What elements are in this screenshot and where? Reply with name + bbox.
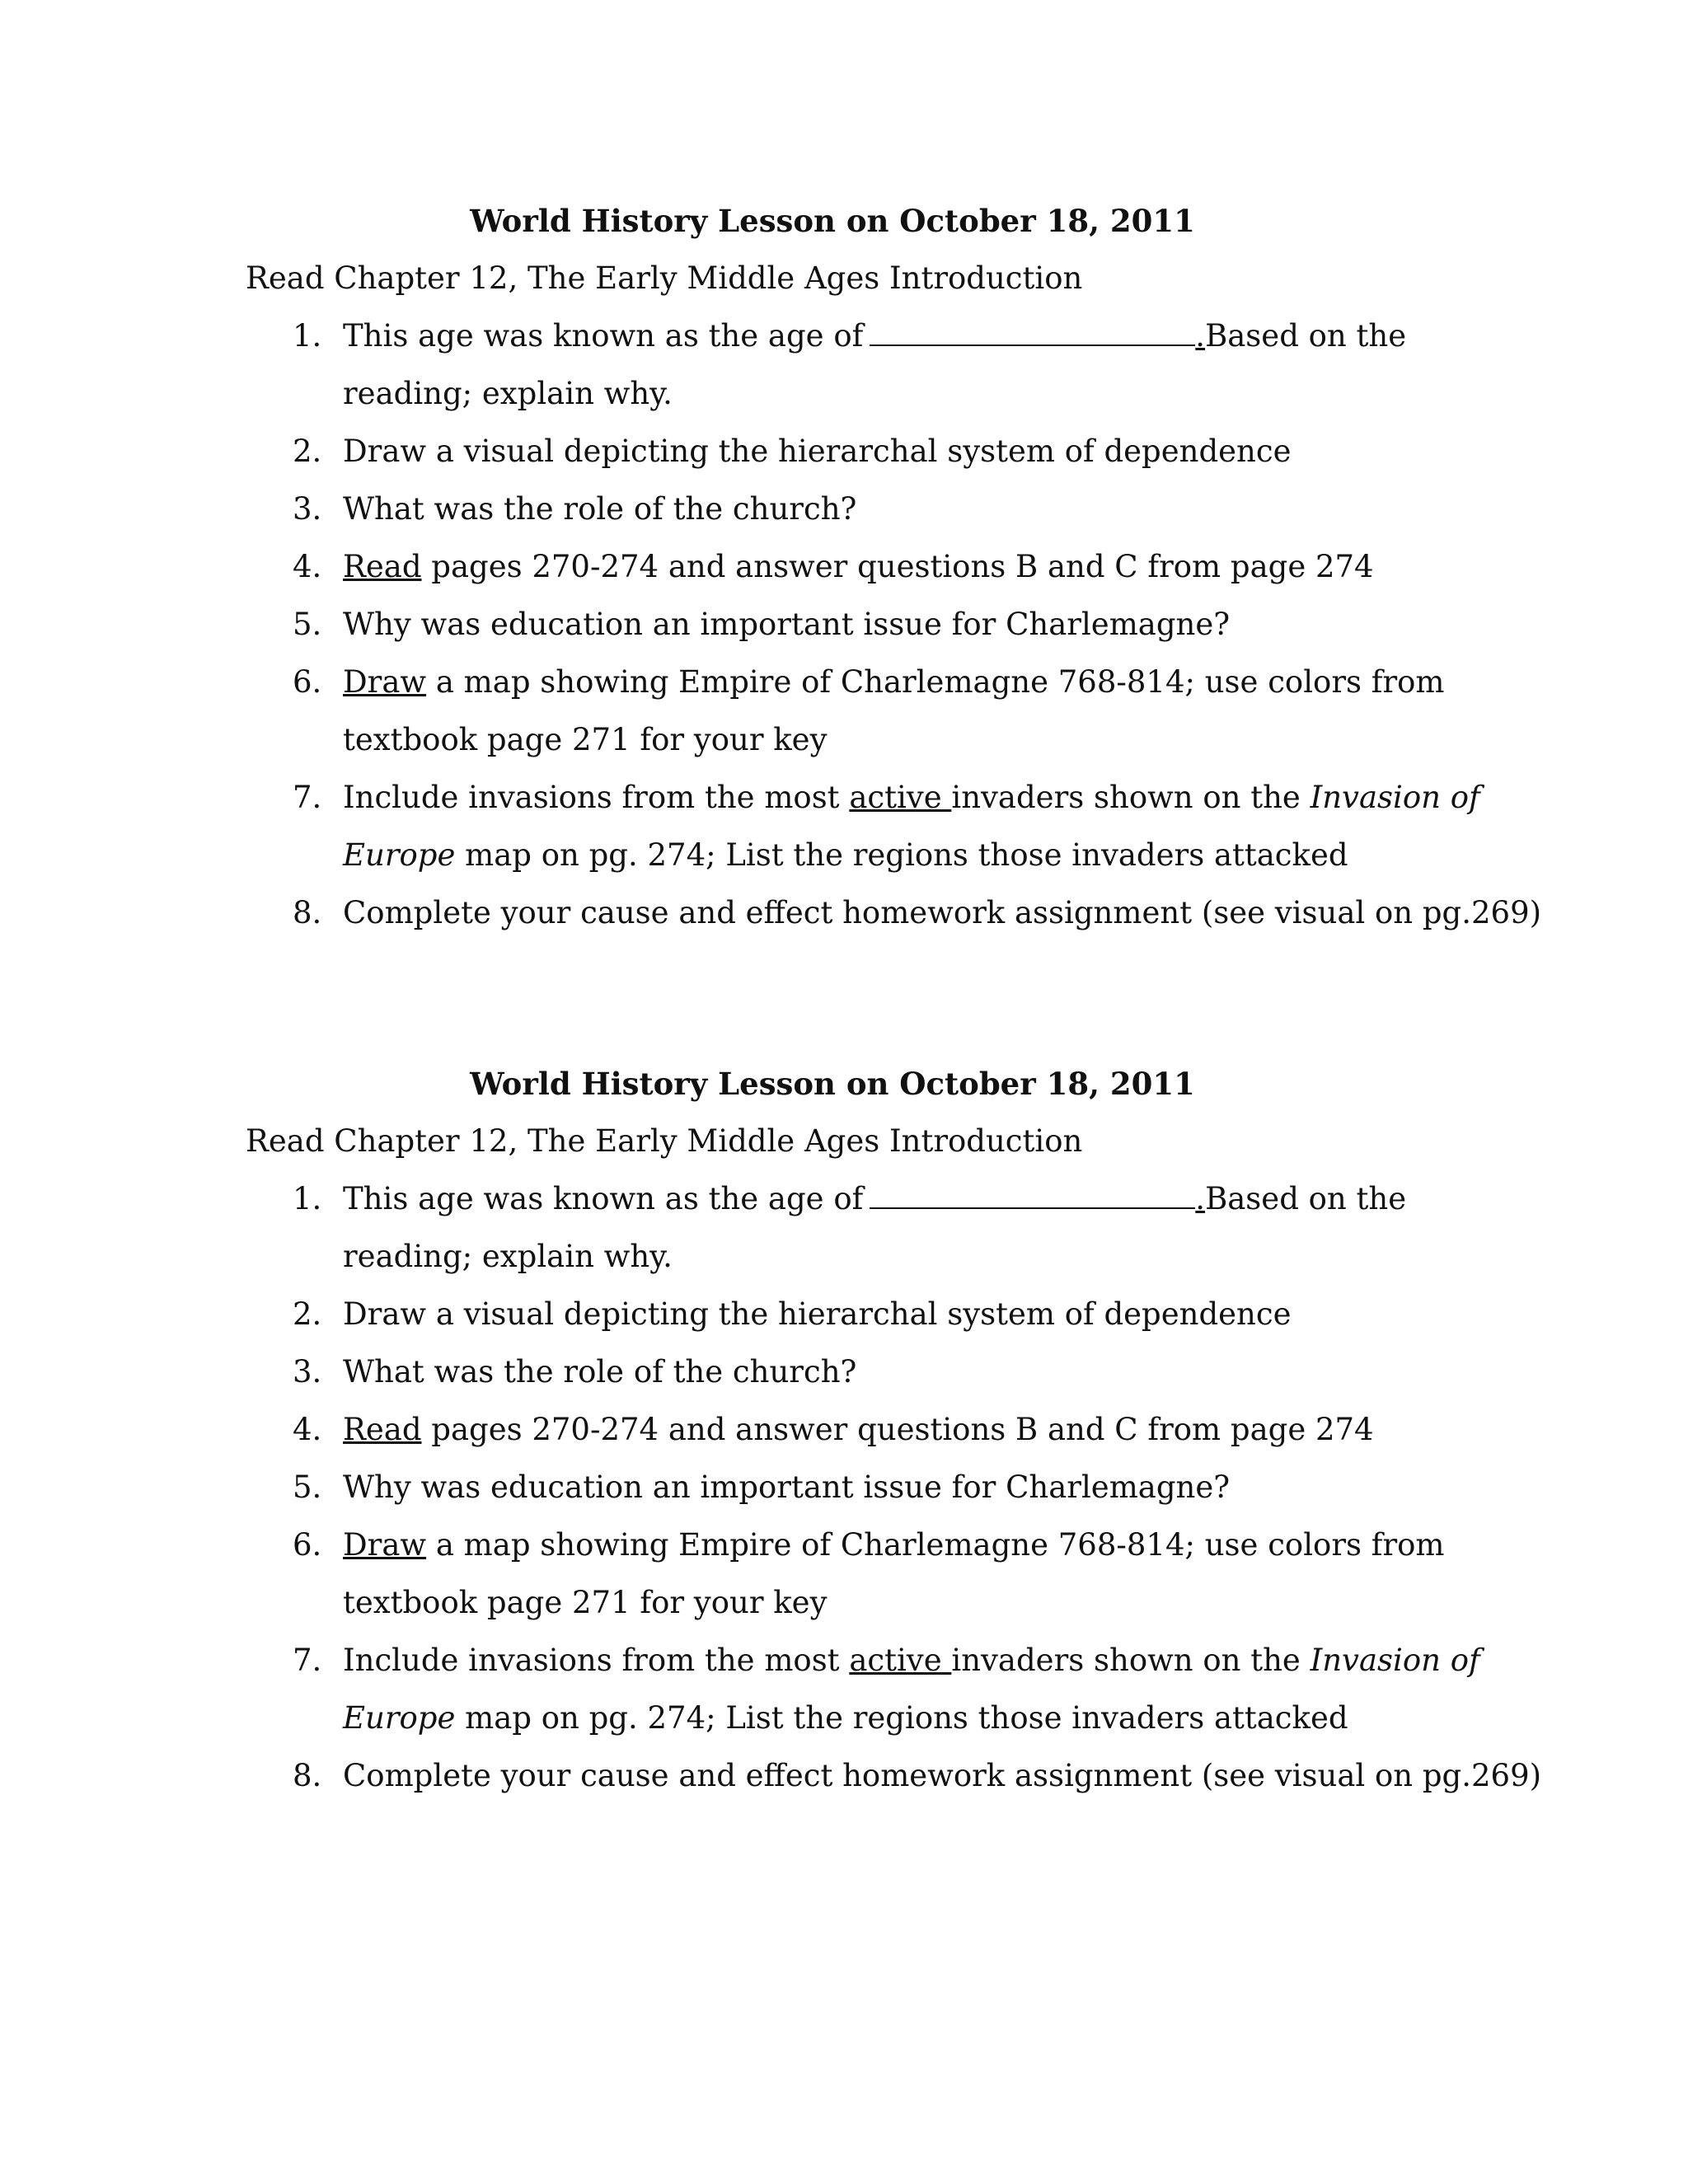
item-text: Why was education an important issue for Charlemagne? bbox=[343, 607, 1231, 642]
item-number: 6. bbox=[293, 1527, 322, 1563]
lesson-intro: Read Chapter 12, The Early Middle Ages Introduction bbox=[246, 260, 1083, 296]
item-text: Read pages 270-274 and answer questions B and C from page 274 bbox=[343, 549, 1374, 584]
item-text: Draw a map showing Empire of Charlemagne 768-814; use colors from bbox=[343, 1527, 1445, 1563]
item-number: 1. bbox=[293, 1181, 322, 1216]
item-text: Complete your cause and effect homework assignment (see visual on pg.269) bbox=[343, 895, 1542, 930]
lesson-title: World History Lesson on October 18, 2011 bbox=[470, 203, 1195, 239]
item-number: 8. bbox=[293, 895, 322, 930]
item-number: 8. bbox=[293, 1758, 322, 1793]
item-number: 3. bbox=[293, 1354, 322, 1390]
item-text: Include invasions from the most active invaders shown on the Invasion of bbox=[343, 1643, 1480, 1678]
item-text: Draw a visual depicting the hierarchal system of dependence bbox=[343, 434, 1292, 469]
item-text: What was the role of the church? bbox=[343, 1354, 857, 1390]
item-number: 4. bbox=[293, 1412, 322, 1447]
item-text: Why was education an important issue for Charlemagne? bbox=[343, 1469, 1231, 1505]
item-number: 7. bbox=[293, 1643, 322, 1678]
item-text: This age was known as the age of .Based on the bbox=[343, 1181, 1407, 1216]
item-text: Include invasions from the most active invaders shown on the Invasion of bbox=[343, 780, 1480, 815]
item-text: Draw a map showing Empire of Charlemagne 768-814; use colors from bbox=[343, 664, 1445, 700]
item-text: Read pages 270-274 and answer questions B and C from page 274 bbox=[343, 1412, 1374, 1447]
item-number: 3. bbox=[293, 491, 322, 527]
item-text: This age was known as the age of .Based on the bbox=[343, 318, 1407, 354]
lesson-title: World History Lesson on October 18, 2011 bbox=[470, 1066, 1195, 1102]
item-number: 1. bbox=[293, 318, 322, 354]
item-number: 4. bbox=[293, 549, 322, 584]
item-number: 6. bbox=[293, 664, 322, 700]
document-page: World History Lesson on October 18, 2011 Read Chapter 12, The Early Middle Ages Introduction 1. This age was known as the age of .Based on the reading; explain why. 2. Draw a visual depicting the hierarchal system of dependence 3. What was the role of the church? 4. Read pages 270-274 and answer questions B and C from page 274 5. Why was education an important issue for Charlemagne? 6. Draw a map showing Empire of Charlemagne 768-814; use colors from textbook page 271 for your key 7. Include invasions from the most active invaders shown on the Invasion of Europe map on pg. 274; List the regions those invaders attacked 8. Complete your cause and effect homework assignment (see visual on pg.269) World History Lesson on October 18, 2011 Read Chapter 12, The Early Middle Ages Introduction 1. This age was known as the age of .Based on the reading; explain why. 2. Draw a visual depicting the hierarchal system of dependence 3. What was the role of the church? 4. Read pages 270-274 and answer questions B and C from page 274 5. Why was education an important issue for Charlemagne? 6. Draw a map showing Empire of Charlemagne 768-814; use colors from textbook page 271 for your key 7. Include invasions from the most active invaders shown on the Invasion of Europe map on pg. 274; List the regions those invaders attacked 8. Complete your cause and effect homework assignment (see visual on pg.269) bbox=[0, 0, 1688, 2184]
answer-blank[interactable] bbox=[870, 316, 1195, 346]
item-number: 7. bbox=[293, 780, 322, 815]
item-number: 5. bbox=[293, 607, 322, 642]
item-text: Draw a visual depicting the hierarchal system of dependence bbox=[343, 1296, 1292, 1332]
item-text: Complete your cause and effect homework assignment (see visual on pg.269) bbox=[343, 1758, 1542, 1793]
lesson-intro: Read Chapter 12, The Early Middle Ages Introduction bbox=[246, 1123, 1083, 1159]
item-number: 2. bbox=[293, 434, 322, 469]
item-number: 5. bbox=[293, 1469, 322, 1505]
item-number: 2. bbox=[293, 1296, 322, 1332]
item-text: What was the role of the church? bbox=[343, 491, 857, 527]
answer-blank[interactable] bbox=[870, 1179, 1195, 1209]
